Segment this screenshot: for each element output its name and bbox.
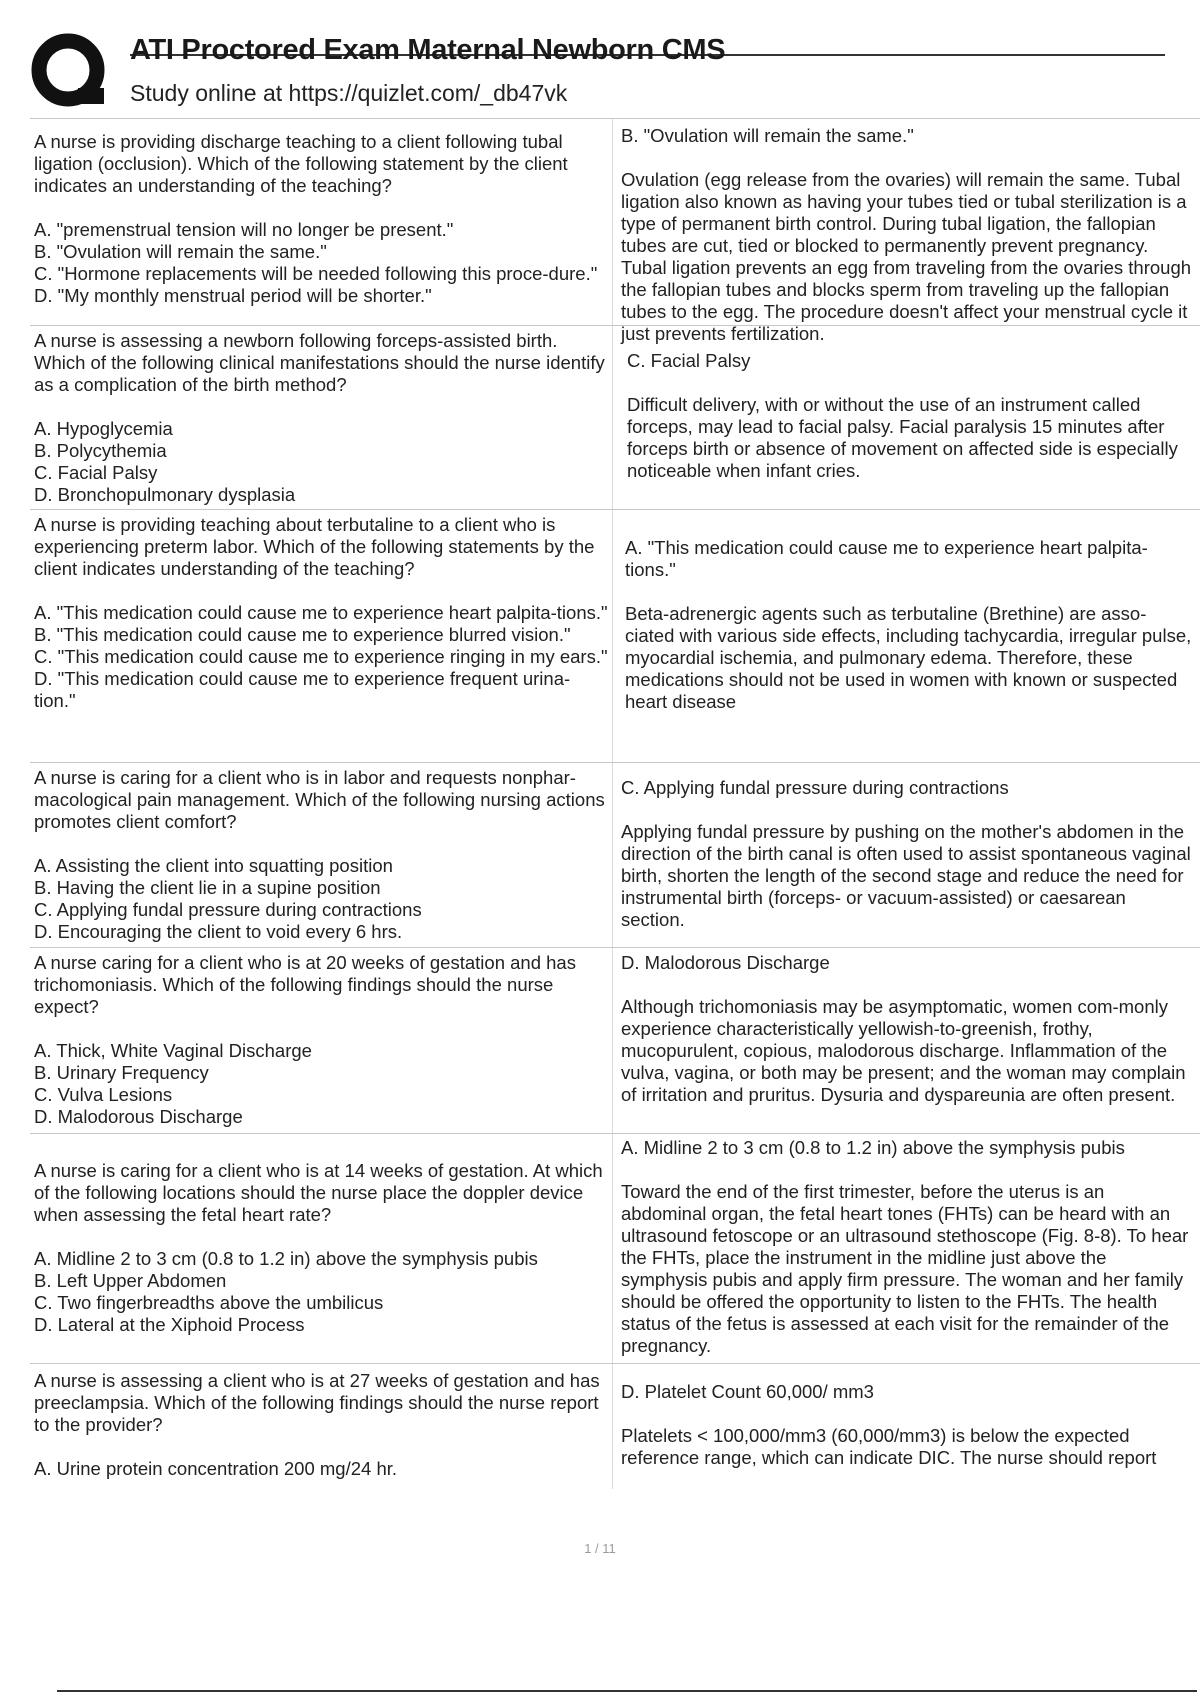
answer-option: C. Vulva Lesions — [34, 1084, 173, 1105]
answer-option: D. "This medication could cause me to experience frequent urina-tion." — [34, 668, 571, 711]
answer-option: D. "My monthly menstrual period will be shorter." — [34, 285, 432, 306]
answer-explanation: Although trichomoniasis may be asymptomatic, women com-monly experience characteristically yellowish-to-greenish, frothy, mucopurulent, copious, malodorous discharge. Inflammation of the vulva, vagina, or both may be present; and the woman may complain of irritation and pruritus. Dysuria and dyspareunia are often present. — [621, 996, 1186, 1105]
answer-explanation: Difficult delivery, with or without the use of an instrument called forceps, may lead to facial palsy. Facial paralysis 15 minutes after forceps birth or absence of movement on affected side is especially noticeable when infant cries. — [627, 394, 1178, 481]
question-stem: A nurse caring for a client who is at 20 weeks of gestation and has trichomoniasis. Which of the following findings should the nurse expect? — [34, 952, 576, 1017]
answer-option: B. "This medication could cause me to experience blurred vision." — [34, 624, 571, 645]
answer-option: A. Assisting the client into squatting position — [34, 855, 393, 876]
answer-option: B. Polycythemia — [34, 440, 167, 461]
answer-explanation: Toward the end of the first trimester, before the uterus is an abdominal organ, the fetal heart tones (FHTs) can be heard with an ultrasound fetoscope or an ultrasound stethoscope (Fig. 8-8). To hear the FHTs, place the instrument in the midline just above the symphysis pubis and apply firm pressure. The woman and her family should be offered the opportunity to listen to the FHTs. The health status of the fetus is assessed at each visit for the remainder of the pregnancy. — [621, 1181, 1189, 1356]
answer-option: D. Bronchopulmonary dysplasia — [34, 484, 296, 505]
question-column — [30, 326, 613, 509]
correct-answer: A. "This medication could cause me to experience heart palpita-tions." — [625, 537, 1148, 580]
answer-option: D. Encouraging the client to void every 6 hrs. — [34, 921, 403, 942]
answer-column — [613, 119, 1200, 344]
footer-rule — [57, 1690, 1197, 1692]
answer-option: A. Thick, White Vaginal Discharge — [34, 1040, 312, 1061]
correct-answer: D. Malodorous Discharge — [621, 952, 830, 973]
question-column — [30, 763, 613, 947]
answer-option: B. Left Upper Abdomen — [34, 1270, 227, 1291]
correct-answer: C. Applying fundal pressure during contractions — [621, 777, 1009, 798]
answer-option: B. Having the client lie in a supine position — [34, 877, 381, 898]
answer-column — [613, 1134, 1200, 1363]
answer-option: A. Midline 2 to 3 cm (0.8 to 1.2 in) above the symphysis pubis — [34, 1248, 538, 1269]
correct-answer: B. "Ovulation will remain the same." — [621, 125, 914, 146]
question-stem: A nurse is caring for a client who is at 14 weeks of gestation. At which of the following locations should the nurse place the doppler device when assessing the fetal heart rate? — [34, 1160, 603, 1225]
question-column — [30, 510, 613, 762]
flashcard — [30, 325, 1200, 509]
answer-option: C. Facial Palsy — [34, 462, 158, 483]
answer-explanation: Platelets < 100,000/mm3 (60,000/mm3) is below the expected reference range, which can indicate DIC. The nurse should report — [621, 1425, 1157, 1468]
question-stem: A nurse is providing teaching about terbutaline to a client who is experiencing preterm labor. Which of the following statements by the client indicates understanding of the teaching? — [34, 514, 595, 579]
correct-answer: D. Platelet Count 60,000/ mm3 — [621, 1381, 874, 1402]
flashcard-list — [30, 118, 1200, 1489]
answer-option: C. Applying fundal pressure during contractions — [34, 899, 422, 920]
answer-option: A. Hypoglycemia — [34, 418, 173, 439]
answer-option: D. Malodorous Discharge — [34, 1106, 243, 1127]
flashcard — [30, 509, 1200, 762]
answer-column — [613, 326, 1200, 509]
flashcard — [30, 947, 1200, 1133]
flashcard — [30, 1133, 1200, 1363]
page-title: ATI Proctored Exam Maternal Newborn CMS — [130, 34, 726, 66]
answer-explanation: Beta-adrenergic agents such as terbutaline (Brethine) are asso-ciated with various side effects, including tachycardia, irregular pulse, myocardial ischemia, and pulmonary edema. Therefore, these medications should not be used in women with known or suspected heart disease — [625, 603, 1192, 712]
question-stem: A nurse is assessing a client who is at 27 weeks of gestation and has preeclampsia. Which of the following findings should the nurse report to the provider? — [34, 1370, 600, 1435]
correct-answer: C. Facial Palsy — [627, 350, 751, 371]
answer-explanation: Ovulation (egg release from the ovaries) will remain the same. Tubal ligation also known as having your tubes tied or tubal sterilization is a type of permanent birth control. During tubal ligation, the fallopian tubes are cut, tied or blocked to permanently prevent pregnancy. Tubal ligation prevents an egg from traveling from the ovaries through the fallopian tubes and blocks sperm from traveling up the fallopian tubes to the egg. The procedure doesn't affect your menstrual cycle it just prevents fertilization. — [621, 169, 1192, 344]
question-stem: A nurse is caring for a client who is in labor and requests nonphar-macological pain management. Which of the following nursing actions promotes client comfort? — [34, 767, 605, 832]
correct-answer: A. Midline 2 to 3 cm (0.8 to 1.2 in) above the symphysis pubis — [621, 1137, 1125, 1158]
answer-column — [613, 948, 1200, 1133]
answer-option: C. "Hormone replacements will be needed following this proce-dure." — [34, 263, 598, 284]
answer-column — [613, 763, 1200, 947]
question-column — [30, 948, 613, 1133]
question-column — [30, 119, 613, 325]
page-subtitle: Study online at https://quizlet.com/_db47vk — [130, 80, 568, 106]
answer-option: A. "This medication could cause me to experience heart palpita-tions." — [34, 602, 608, 623]
flashcard — [30, 1363, 1200, 1489]
answer-explanation: Applying fundal pressure by pushing on the mother's abdomen in the direction of the birth canal is often used to assist spontaneous vaginal birth, shorten the length of the second stage and reduce the need for instrumental birth (forceps- or vacuum-assisted) or caesarean section. — [621, 821, 1191, 930]
answer-option: D. Lateral at the Xiphoid Process — [34, 1314, 305, 1335]
answer-option: A. "premenstrual tension will no longer be present." — [34, 219, 454, 240]
question-column — [30, 1364, 613, 1489]
answer-column — [613, 510, 1200, 762]
answer-option: B. "Ovulation will remain the same." — [34, 241, 327, 262]
question-stem: A nurse is providing discharge teaching to a client following tubal ligation (occlusion). Which of the following statement by the client indicates an understanding of the teaching? — [34, 131, 568, 196]
answer-column — [613, 1364, 1200, 1489]
quizlet-q-logo-icon — [30, 32, 110, 112]
answer-option: C. Two fingerbreadths above the umbilicus — [34, 1292, 384, 1313]
flashcard — [30, 118, 1200, 344]
page-number: 1 / 11 — [584, 1541, 616, 1556]
flashcard — [30, 762, 1200, 947]
answer-option: A. Urine protein concentration 200 mg/24 hr. — [34, 1458, 398, 1479]
page-header — [30, 28, 1130, 110]
answer-option: B. Urinary Frequency — [34, 1062, 209, 1083]
question-column — [30, 1134, 613, 1363]
question-stem: A nurse is assessing a newborn following forceps-assisted birth. Which of the following clinical manifestations should the nurse identify as a complication of the birth method? — [34, 330, 605, 395]
answer-option: C. "This medication could cause me to experience ringing in my ears." — [34, 646, 608, 667]
